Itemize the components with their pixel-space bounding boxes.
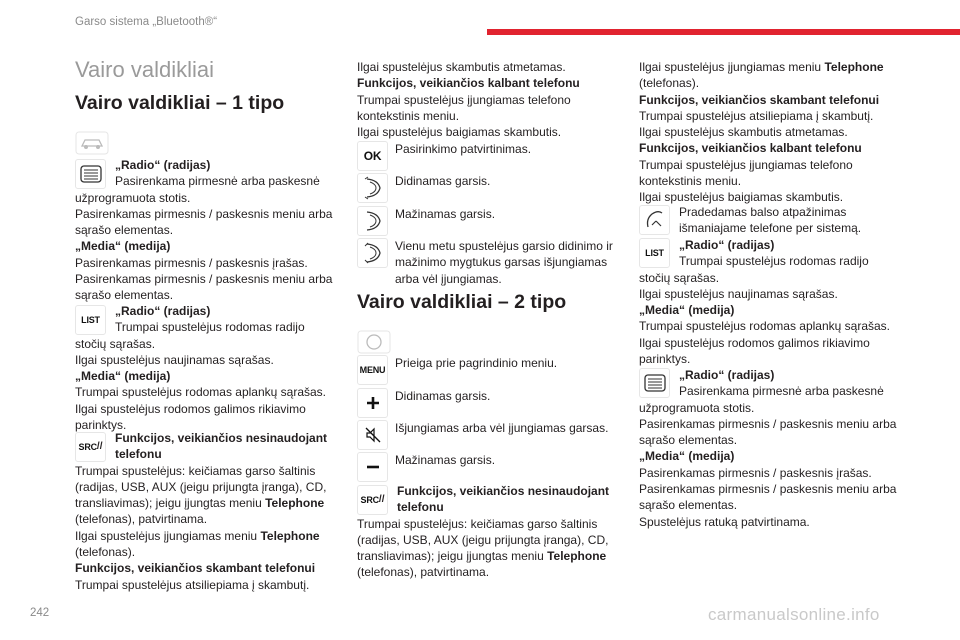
text-line: Pasirenkama pirmesnė arba paskesnė — [115, 174, 320, 189]
text-line: Pasirenkamas pirmesnis / paskesnis įrašas. — [75, 255, 308, 270]
text-line: Mažinamas garsis. — [395, 453, 496, 467]
text-line: Pasirenkamas pirmesnis / paskesnis meniu arba sąrašo elementas. — [75, 272, 333, 303]
source-phone-button-icon: SRC // — [75, 432, 106, 462]
text-line: Trumpai spustelėjus įjungiamas telefono kontekstinis meniu. — [639, 157, 853, 189]
list-button-icon: LIST — [75, 305, 106, 335]
volume-down-wheel-icon — [357, 206, 388, 236]
text-line: Ilgai spustelėjus baigiamas skambutis. — [639, 190, 844, 205]
text-line: Ilgai spustelėjus rodomos galimos rikiavimo parinktys. — [639, 335, 870, 367]
list-button-icon: LIST — [639, 238, 670, 268]
text-line: Didinamas garsis. — [395, 389, 491, 403]
text-line: Pasirenkama pirmesnė arba paskesnė — [679, 384, 884, 399]
text-line: Prieiga prie pagrindinio meniu. — [395, 356, 558, 370]
header-accent-bar — [487, 29, 960, 35]
ringing-heading: Funkcijos, veikiančios skambant telefonui — [639, 92, 880, 107]
text-line: Pasirenkamas pirmesnis / paskesnis meniu arba sąrašo elementas. — [639, 482, 897, 513]
text-line: užprogramuota stotis. — [639, 400, 755, 415]
text-line: Mažinamas garsis. — [395, 207, 496, 221]
ringing-heading: Funkcijos, veikiančios skambant telefonui — [75, 561, 316, 576]
call-heading: Funkcijos, veikiančios kalbant telefonu — [639, 141, 862, 156]
menu-button-icon: MENU — [357, 355, 388, 385]
section-heading-type-2: Vairo valdikliai – 2 tipo — [357, 291, 567, 313]
text-line: Trumpai spustelėjus rodomas aplankų sąrašas. — [75, 385, 327, 400]
text-line: Pasirinkimo patvirtinimas. — [395, 142, 532, 156]
media-heading: „Media“ (medija) — [75, 239, 171, 254]
no-phone-heading: Funkcijos, veikiančios nesinaudojant telefonu — [397, 484, 610, 515]
watermark: carmanualsonline.info — [708, 605, 880, 624]
text-line: išmaniajame telefone per sistemą. — [679, 221, 862, 236]
text-line: Ilgai spustelėjus rodomos galimos rikiavimo parinktys. — [75, 401, 306, 433]
text-line: Trumpai spustelėjus rodomas radijo — [679, 254, 869, 269]
text-line: Pasirenkamas pirmesnis / paskesnis meniu arba sąrašo elementas. — [75, 206, 333, 238]
volume-up-wheel-icon — [357, 173, 388, 203]
radio-heading: „Radio“ (radijas) — [679, 238, 775, 252]
text-line: Ilgai spustelėjus skambutis atmetamas. — [639, 125, 848, 140]
minus-button-icon — [357, 452, 388, 482]
text-line: Trumpai spustelėjus: keičiamas garso šaltinis (radijas, USB, AUX (jeigu prijungta įranga), CD, transliavimas); jeigu įjungtas meniu Telephone (telefonas), patvirtinama. — [75, 463, 327, 527]
text-line: Išjungiamas arba vėl įjungiamas garsas. — [395, 421, 609, 435]
call-heading: Funkcijos, veikiančios kalbant telefonu — [357, 76, 580, 91]
running-header: Garso sistema „Bluetooth®“ — [75, 16, 218, 28]
text-line: Trumpai spustelėjus: keičiamas garso šaltinis (radijas, USB, AUX (jeigu prijungta įranga), CD, transliavimas); jeigu įjungtas meniu Telephone (telefonas), patvirtinama. — [357, 516, 609, 580]
no-phone-heading: Funkcijos, veikiančios nesinaudojant telefonu — [115, 431, 328, 462]
text-line: Ilgai spustelėjus baigiamas skambutis. — [357, 125, 562, 140]
text-line: Ilgai spustelėjus įjungiamas meniu Telephone (telefonas). — [75, 528, 320, 560]
text-line: Trumpai spustelėjus atsiliepiama į skambutį. — [75, 577, 310, 592]
text-line: užprogramuota stotis. — [75, 190, 191, 205]
page-number: 242 — [30, 607, 50, 619]
text-line: Spustelėjus ratuką patvirtinama. — [639, 514, 810, 529]
text-line: stočių sąrašas. — [639, 270, 720, 285]
text-line: Vienu metu spustelėjus garsio didinimo ir mažinimo mygtukus garsas išjungiamas arba vėl įjungiamas. — [395, 239, 613, 286]
media-heading: „Media“ (medija) — [75, 369, 171, 384]
ok-button-icon: OK — [357, 141, 388, 171]
text-line: Ilgai spustelėjus naujinamas sąrašas. — [639, 286, 838, 301]
media-heading: „Media“ (medija) — [639, 303, 735, 318]
text-line: Trumpai spustelėjus atsiliepiama į skambutį. — [639, 108, 874, 123]
steering-wheel-controls-icon — [75, 131, 109, 155]
text-line: Didinamas garsis. — [395, 174, 491, 188]
text-line: Trumpai spustelėjus įjungiamas telefono kontekstinis meniu. — [357, 92, 571, 123]
section-heading-type-1: Vairo valdikliai – 1 tipo — [75, 92, 285, 114]
text-line: stočių sąrašas. — [75, 336, 156, 351]
steering-wheel-controls-icon — [357, 330, 391, 354]
media-heading: „Media“ (medija) — [639, 449, 735, 464]
mute-button-icon — [357, 420, 388, 450]
plus-button-icon — [357, 388, 388, 418]
text-line: Pasirenkamas pirmesnis / paskesnis įrašas. — [639, 465, 872, 480]
radio-heading: „Radio“ (radijas) — [115, 304, 211, 318]
radio-heading: „Radio“ (radijas) — [115, 158, 211, 172]
source-phone-button-icon: SRC // — [357, 485, 388, 515]
text-line: Ilgai spustelėjus naujinamas sąrašas. — [75, 352, 274, 367]
text-line: Pasirenkamas pirmesnis / paskesnis meniu arba sąrašo elementas. — [639, 416, 897, 448]
text-line: Ilgai spustelėjus skambutis atmetamas. — [357, 60, 566, 74]
radio-heading: „Radio“ (radijas) — [679, 368, 775, 382]
text-line: Trumpai spustelėjus rodomas radijo — [115, 320, 305, 335]
text-line: Pradedamas balso atpažinimas — [679, 205, 847, 219]
text-line: Ilgai spustelėjus įjungiamas meniu Telephone (telefonas). — [639, 60, 884, 91]
text-line: Trumpai spustelėjus rodomas aplankų sąrašas. — [639, 319, 891, 334]
page-title: Vairo valdikliai — [75, 57, 214, 82]
